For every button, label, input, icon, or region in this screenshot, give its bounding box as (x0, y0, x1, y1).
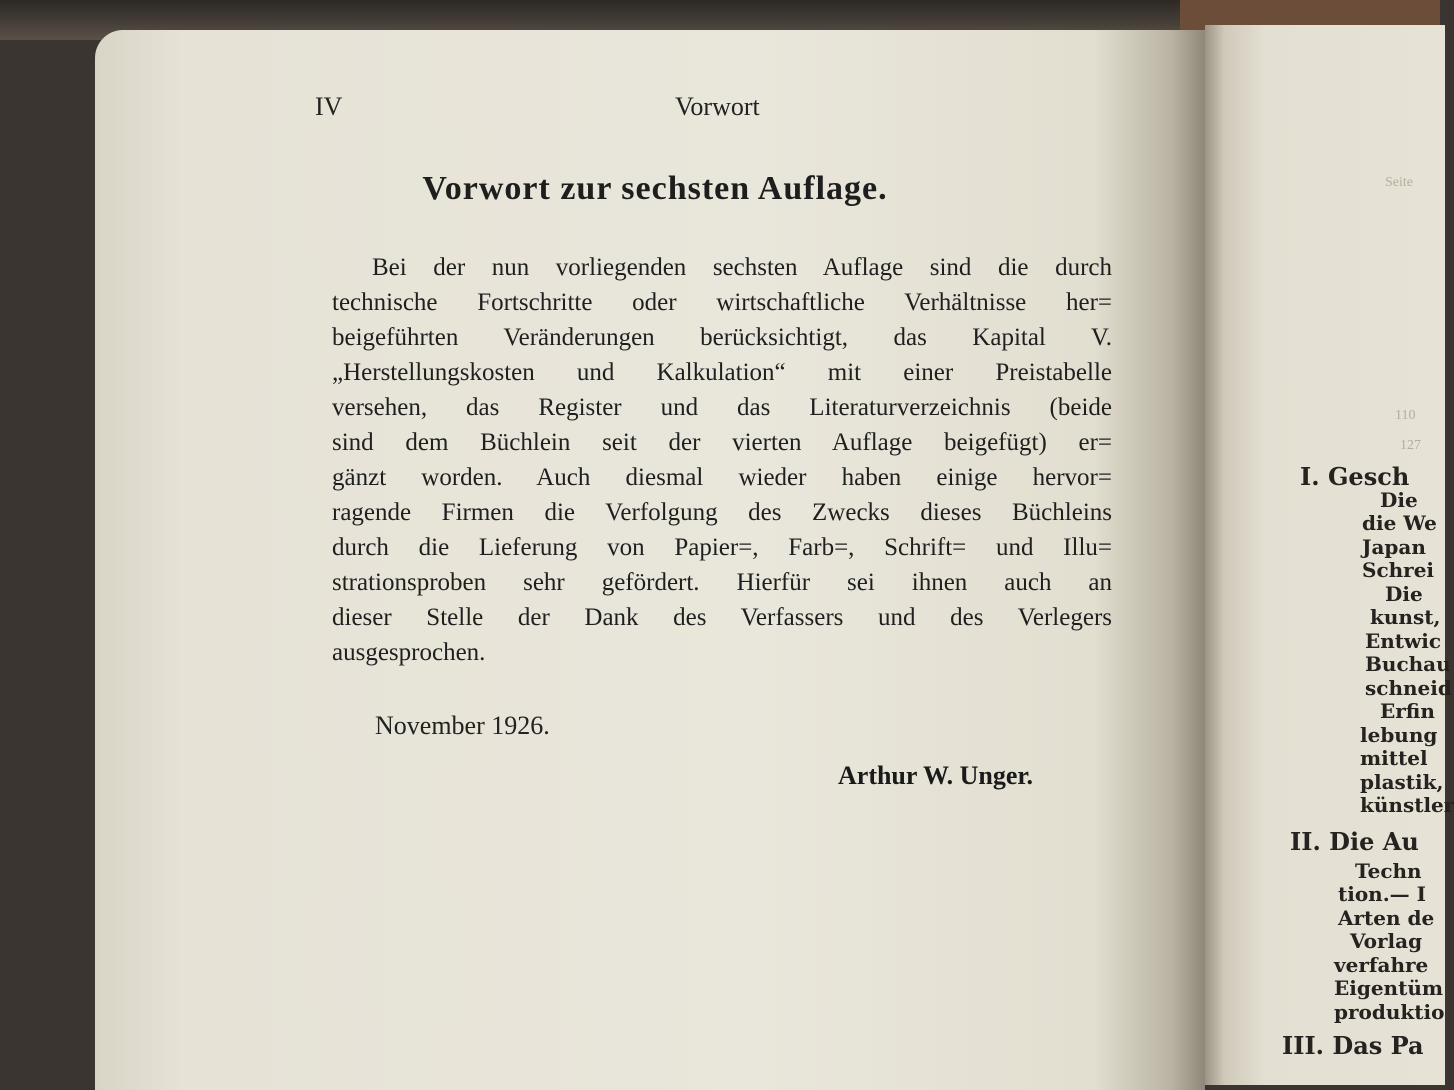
toc-line: lebung (1360, 722, 1438, 747)
toc-line: Buchau (1365, 652, 1451, 676)
faint-text: 110 (1395, 408, 1416, 423)
toc-line: plastik, (1360, 769, 1444, 794)
preface-content (332, 250, 1112, 792)
right-page-contents (1282, 462, 1454, 1060)
preface-body (332, 250, 1112, 670)
toc-line: produktio (1334, 999, 1445, 1024)
body-line: versehen, das Register und das Literaturverzeichnis (beide (332, 394, 1112, 421)
toc-line: I. Gesch (1300, 462, 1410, 491)
body-line: beigeführten Veränderungen berücksichtigt, das Kapital V. (332, 324, 1112, 351)
toc-line: II. Die Au (1290, 826, 1419, 856)
body-line: strationsproben sehr gefördert. Hierfür sei ihnen auch an (332, 569, 1112, 596)
toc-line: verfahre (1334, 952, 1429, 977)
body-line: ragende Firmen die Verfolgung des Zwecks dieses Büchleins (332, 499, 1112, 526)
toc-line: Japan (1362, 534, 1426, 559)
body-line: sind dem Büchlein seit der vierten Auflage beigefügt) er= (332, 429, 1112, 456)
toc-line: III. Das Pa (1282, 1031, 1424, 1060)
body-line: ausgesprochen. (332, 639, 486, 666)
toc-line: Arten de (1338, 905, 1435, 930)
page-number: IV (315, 92, 343, 121)
toc-line: künstler (1360, 793, 1454, 817)
body-line: Bei der nun vorliegenden sechsten Auflage sind die durch (372, 254, 1112, 281)
toc-line: Die (1380, 487, 1418, 512)
page-title: Vorwort zur sechsten Auflage. (422, 170, 888, 207)
toc-line: Erfin (1380, 699, 1435, 723)
faint-text: 127 (1400, 438, 1421, 453)
body-line: technische Fortschritte oder wirtschaftliche Verhältnisse her= (332, 289, 1112, 316)
toc-line: Die (1385, 581, 1423, 606)
running-title: Vorwort (675, 92, 760, 121)
author-signature: Arthur W. Unger. (838, 761, 1034, 790)
toc-line: Entwic (1365, 628, 1442, 653)
toc-line: Schrei (1362, 558, 1435, 582)
toc-line: tion.— I (1338, 882, 1426, 906)
toc-line: Techn (1355, 858, 1422, 883)
body-line: gänzt worden. Auch diesmal wieder haben einige hervor= (332, 464, 1112, 491)
toc-line: kunst, (1370, 605, 1441, 629)
toc-line: Vorlag (1350, 929, 1423, 953)
date: November 1926. (375, 711, 550, 740)
toc-line: die We (1362, 511, 1437, 535)
body-line: „Herstellungskosten und Kalkulation“ mit einer Preistabelle (332, 359, 1112, 386)
body-line: durch die Lieferung von Papier=, Farb=, Schrift= und Illu= (332, 534, 1112, 561)
body-line: dieser Stelle der Dank des Verfassers und des Verlegers (332, 604, 1112, 631)
toc-line: schneid (1365, 675, 1452, 700)
toc-line: Eigentüm (1334, 976, 1444, 1000)
faint-text: Seite (1385, 175, 1413, 190)
toc-line: mittel (1360, 746, 1428, 770)
